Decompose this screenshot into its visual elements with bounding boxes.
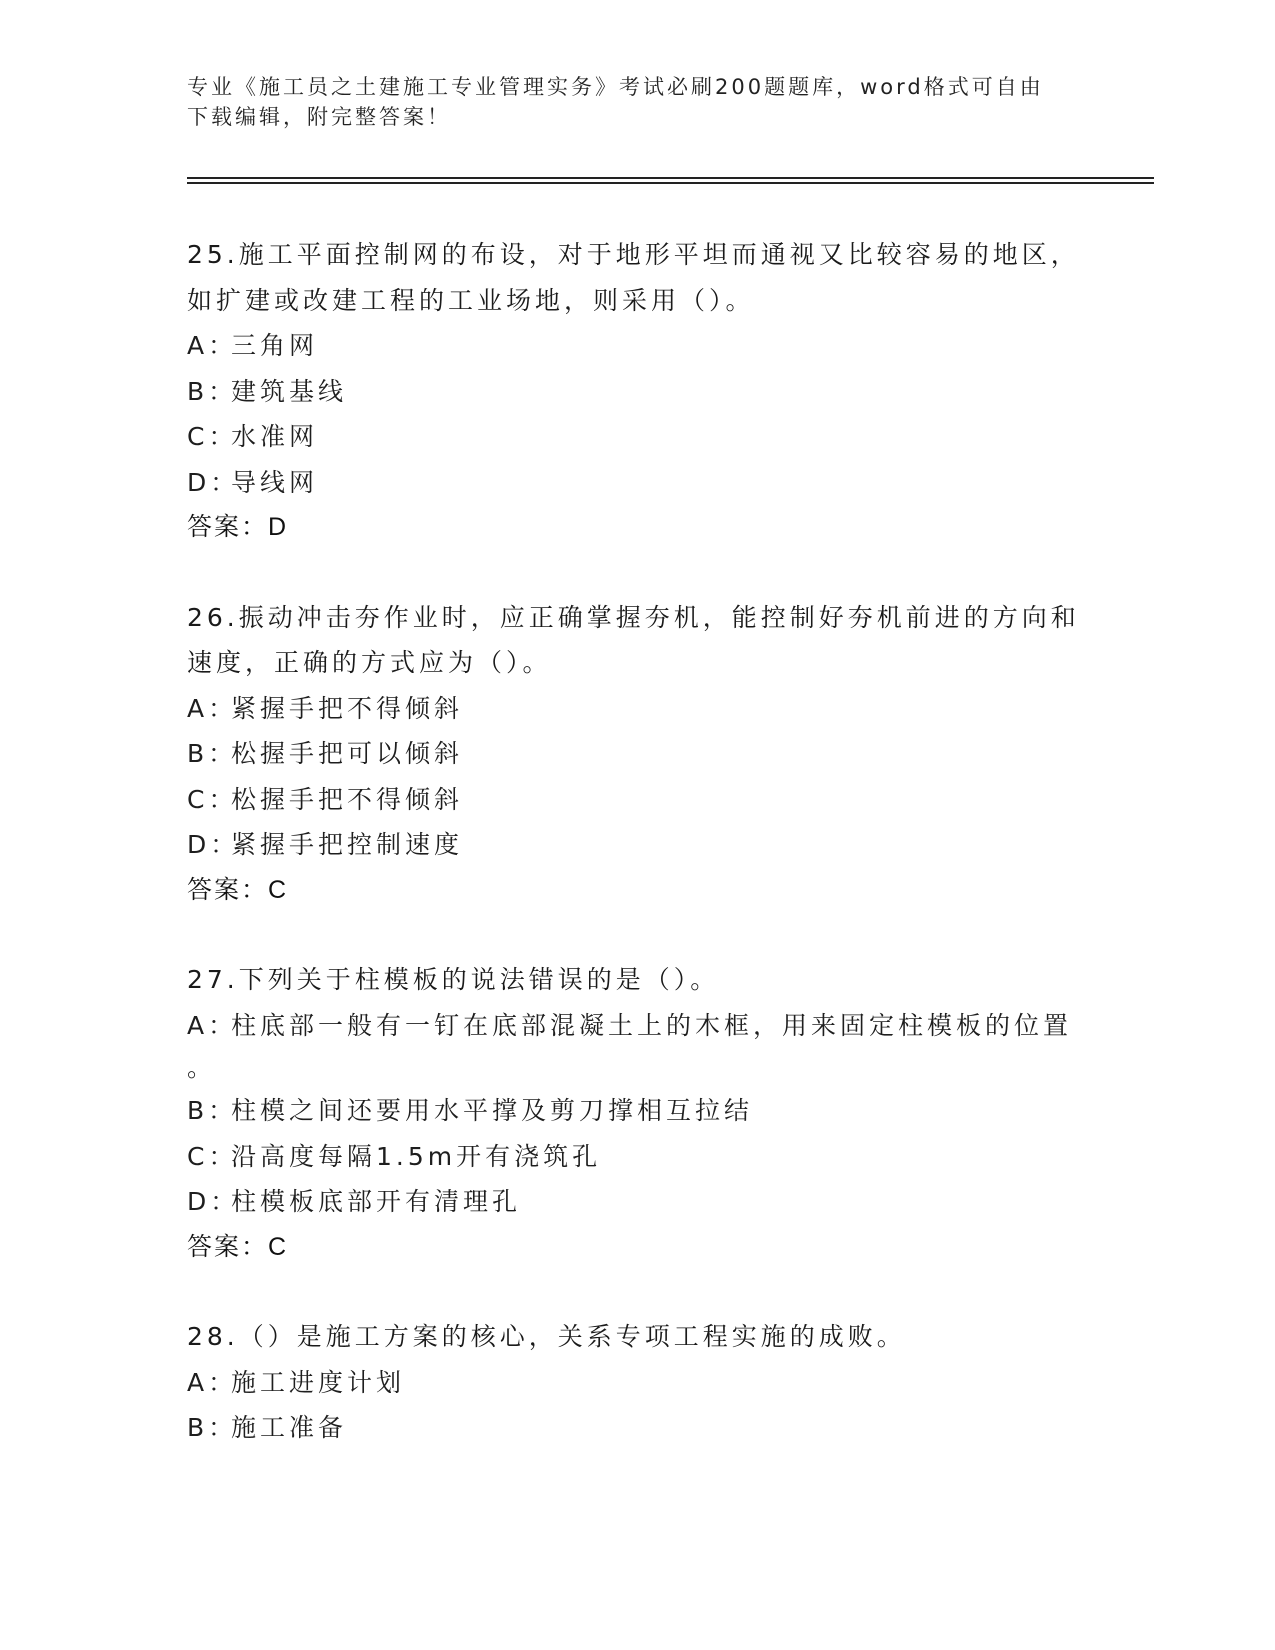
answer-option <box>187 369 1107 415</box>
option-letter: A： <box>187 1010 238 1040</box>
option-letter: C： <box>187 422 238 451</box>
question-stem-line: 26.振动冲击夯作业时，应正确掌握夯机，能控制好夯机前进的方向和 <box>187 602 1080 632</box>
option-letter: B： <box>187 1413 238 1442</box>
answer-key: 答案：C <box>187 875 289 904</box>
answer-option <box>187 1179 1107 1225</box>
option-text: 三角网 <box>231 331 319 360</box>
document-header <box>187 72 1067 132</box>
option-letter: D： <box>187 467 240 497</box>
question-stem-line: 25.施工平面控制网的布设，对于地形平坦而通视又比较容易的地区， <box>187 240 1080 269</box>
header-divider-top <box>187 177 1154 179</box>
question-block <box>187 957 1107 1270</box>
question-list <box>187 232 1107 1495</box>
option-text: 导线网 <box>231 467 319 497</box>
answer-option <box>187 414 1107 460</box>
answer-option <box>187 1134 1107 1180</box>
answer-option <box>187 460 1107 506</box>
question-stem-line: 如扩建或改建工程的工业场地，则采用（）。 <box>187 285 755 315</box>
option-text: 松握手把不得倾斜 <box>231 784 464 814</box>
option-letter: B： <box>187 376 238 406</box>
option-text: 松握手把可以倾斜 <box>231 739 464 768</box>
option-text-continuation: 。 <box>187 1053 217 1082</box>
answer-option <box>187 1360 1107 1406</box>
option-text: 施工准备 <box>231 1413 348 1442</box>
option-letter: C： <box>187 784 238 814</box>
question-block <box>187 1314 1107 1451</box>
answer-key: 答案：D <box>187 513 289 541</box>
option-text: 施工进度计划 <box>231 1367 406 1397</box>
option-text: 水准网 <box>231 422 319 451</box>
question-stem-line: 速度，正确的方式应为（）。 <box>187 648 552 677</box>
option-text: 柱模板底部开有清理孔 <box>231 1187 522 1216</box>
option-text: 紧握手把不得倾斜 <box>231 693 464 723</box>
option-text: 柱底部一般有一钉在底部混凝土上的木框，用来固定柱模板的位置 <box>231 1010 1073 1040</box>
answer-option <box>187 731 1107 777</box>
option-letter: A： <box>187 1367 238 1397</box>
header-line-2: 下载编辑，附完整答案！ <box>187 105 451 129</box>
option-letter: D： <box>187 830 240 859</box>
option-letter: B： <box>187 1096 238 1125</box>
option-letter: A： <box>187 693 238 723</box>
header-divider-bottom <box>187 182 1154 184</box>
answer-key: 答案：C <box>187 1232 289 1261</box>
answer-option <box>187 1405 1107 1451</box>
answer-option <box>187 1088 1107 1134</box>
answer-option <box>187 777 1107 823</box>
option-letter: A： <box>187 331 238 360</box>
header-line-1: 专业《施工员之土建施工专业管理实务》考试必刷200题题库，word格式可自由 <box>187 75 1044 99</box>
option-letter: B： <box>187 739 238 768</box>
question-stem-line: 27.下列关于柱模板的说法错误的是（）。 <box>187 965 720 994</box>
question-stem-line: 28.（）是施工方案的核心，关系专项工程实施的成败。 <box>187 1322 906 1351</box>
option-letter: C： <box>187 1141 238 1171</box>
option-text: 柱模之间还要用水平撑及剪刀撑相互拉结 <box>231 1096 754 1125</box>
answer-option <box>187 323 1107 369</box>
question-block <box>187 595 1107 914</box>
option-text: 沿高度每隔1.5m开有浇筑孔 <box>231 1141 602 1171</box>
answer-option <box>187 686 1107 732</box>
answer-option <box>187 1003 1107 1049</box>
question-block <box>187 232 1107 551</box>
option-letter: D： <box>187 1187 240 1216</box>
option-text: 建筑基线 <box>231 376 348 406</box>
answer-option <box>187 822 1107 868</box>
option-text: 紧握手把控制速度 <box>231 830 464 859</box>
